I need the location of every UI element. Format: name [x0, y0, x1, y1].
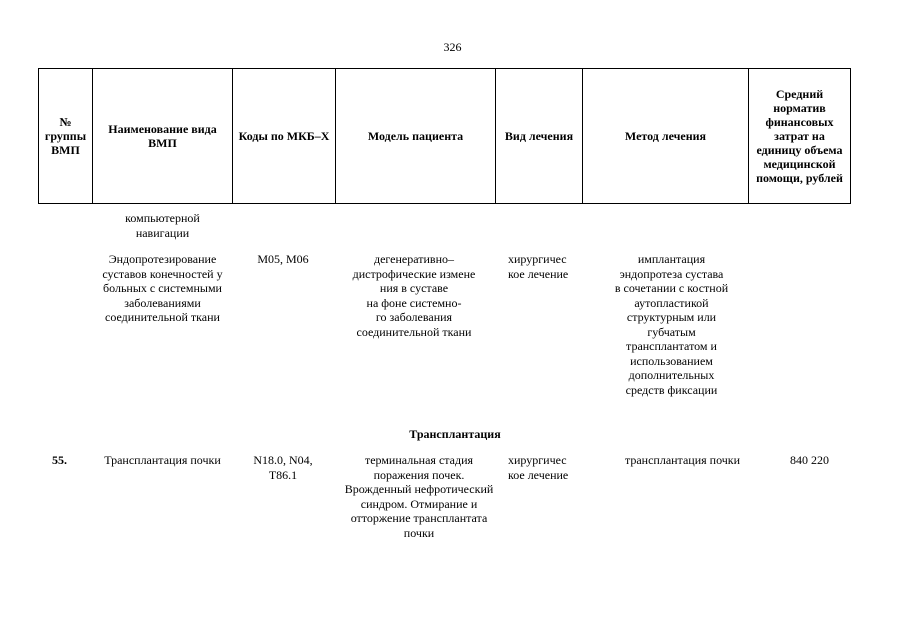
treatment-type-kidney-transplant: хирургичес кое лечение [508, 453, 569, 482]
group-number-55: 55. [52, 453, 67, 467]
header-treatment-method: Метод лечения [583, 69, 749, 204]
header-group-number: № группы ВМП [39, 69, 93, 204]
cost-kidney-transplant: 840 220 [790, 453, 829, 467]
treatment-method-endoprosthesis: имплантация эндопротеза сустава в сочетании с костной аутопластикой структурным или губчатым трансплантатом и использованием дополнительных средств фиксации [614, 252, 729, 397]
section-title-transplantation: Трансплантация [409, 427, 501, 441]
table-header [38, 68, 851, 204]
icd-codes-endoprosthesis: M05, M06 [257, 252, 309, 266]
treatment-type-endoprosthesis: хирургичес кое лечение [508, 252, 569, 281]
header-patient-model: Модель пациента [336, 69, 496, 204]
header-cost: Средний норматив финансовых затрат на единицу объема медицинской помощи, рублей [749, 69, 851, 204]
icd-codes-kidney-transplant: N18.0, N04, T86.1 [253, 453, 313, 482]
vmp-name-endoprosthesis: Эндопротезирование суставов конечностей у больных с системными заболеваниями соединительной ткани [102, 252, 223, 324]
header-icd-codes: Коды по МКБ–Х [233, 69, 336, 204]
patient-model-kidney-transplant: терминальная стадия поражения почек. Врожденный нефротический синдром. Отмирание и отторжение трансплантата почки [344, 453, 494, 540]
treatment-method-kidney-transplant: трансплантация почки [624, 453, 741, 467]
header-vmp-name: Наименование вида ВМП [93, 69, 233, 204]
page-number: 326 [443, 40, 462, 54]
continued-vmp-name: компьютерной навигации [125, 211, 200, 240]
patient-model-endoprosthesis: дегенеративно– дистрофические измене ния в суставе на фоне системно- го заболевания соединительной ткани [352, 252, 476, 339]
header-treatment-type: Вид лечения [496, 69, 583, 204]
vmp-name-kidney-transplant: Трансплантация почки [104, 453, 221, 467]
